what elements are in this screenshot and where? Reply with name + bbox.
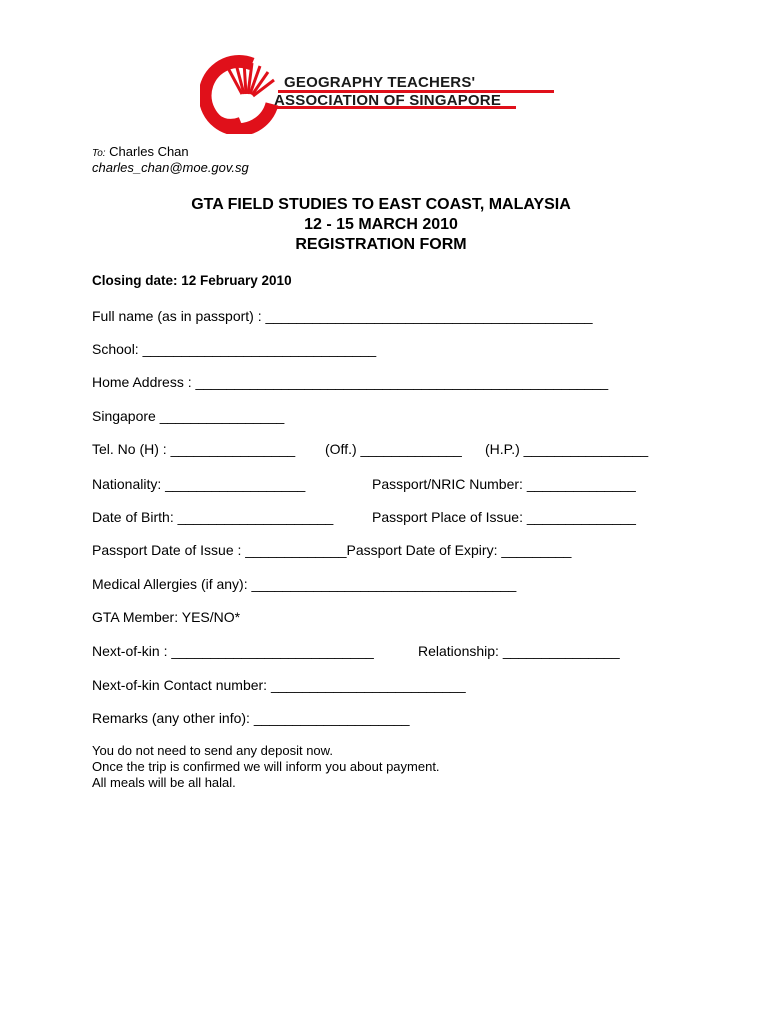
tel-hp-field[interactable]: (H.P.) ________________: [485, 441, 649, 457]
closing-date: Closing date: 12 February 2010: [92, 273, 292, 288]
gta-member-field[interactable]: GTA Member: YES/NO*: [92, 609, 241, 625]
tel-home-field[interactable]: Tel. No (H) : ________________: [92, 441, 296, 457]
to-label: To:: [92, 148, 106, 159]
school-field[interactable]: School: ______________________________: [92, 341, 377, 357]
passport-place-field[interactable]: Passport Place of Issue: ______________: [372, 509, 636, 525]
form-title-line3: REGISTRATION FORM: [295, 236, 467, 253]
logo-text-line1: GEOGRAPHY TEACHERS': [284, 74, 476, 91]
next-of-kin-field[interactable]: Next-of-kin : __________________________: [92, 643, 374, 659]
recipient-email: charles_chan@moe.gov.sg: [92, 160, 249, 175]
date-of-birth-field[interactable]: Date of Birth: ____________________: [92, 509, 334, 525]
note-payment: Once the trip is confirmed we will inform you about payment.: [92, 759, 440, 774]
form-title-line1: GTA FIELD STUDIES TO EAST COAST, MALAYSIA: [191, 196, 571, 213]
singapore-postcode-field[interactable]: Singapore ________________: [92, 408, 285, 424]
logo-text-line2: ASSOCIATION OF SINGAPORE: [274, 92, 502, 109]
recipient-name: Charles Chan: [109, 144, 189, 159]
remarks-field[interactable]: Remarks (any other info): ____________________: [92, 710, 410, 726]
note-deposit: You do not need to send any deposit now.: [92, 743, 333, 758]
passport-nric-field[interactable]: Passport/NRIC Number: ______________: [372, 476, 636, 492]
tel-office-field[interactable]: (Off.) _____________: [325, 441, 462, 457]
gta-logo: [200, 54, 560, 134]
recipient: [92, 144, 189, 159]
relationship-field[interactable]: Relationship: _______________: [418, 643, 620, 659]
passport-dates-field[interactable]: Passport Date of Issue : _____________Passport Date of Expiry: _________: [92, 542, 572, 558]
nationality-field[interactable]: Nationality: __________________: [92, 476, 306, 492]
full-name-field[interactable]: Full name (as in passport) : __________________________________________: [92, 308, 593, 324]
home-address-field[interactable]: Home Address : _____________________________________________________: [92, 374, 609, 390]
nok-contact-field[interactable]: Next-of-kin Contact number: _________________________: [92, 677, 466, 693]
medical-allergies-field[interactable]: Medical Allergies (if any): __________________________________: [92, 576, 517, 592]
note-halal: All meals will be all halal.: [92, 775, 236, 790]
form-title-dates: 12 - 15 MARCH 2010: [304, 216, 458, 233]
